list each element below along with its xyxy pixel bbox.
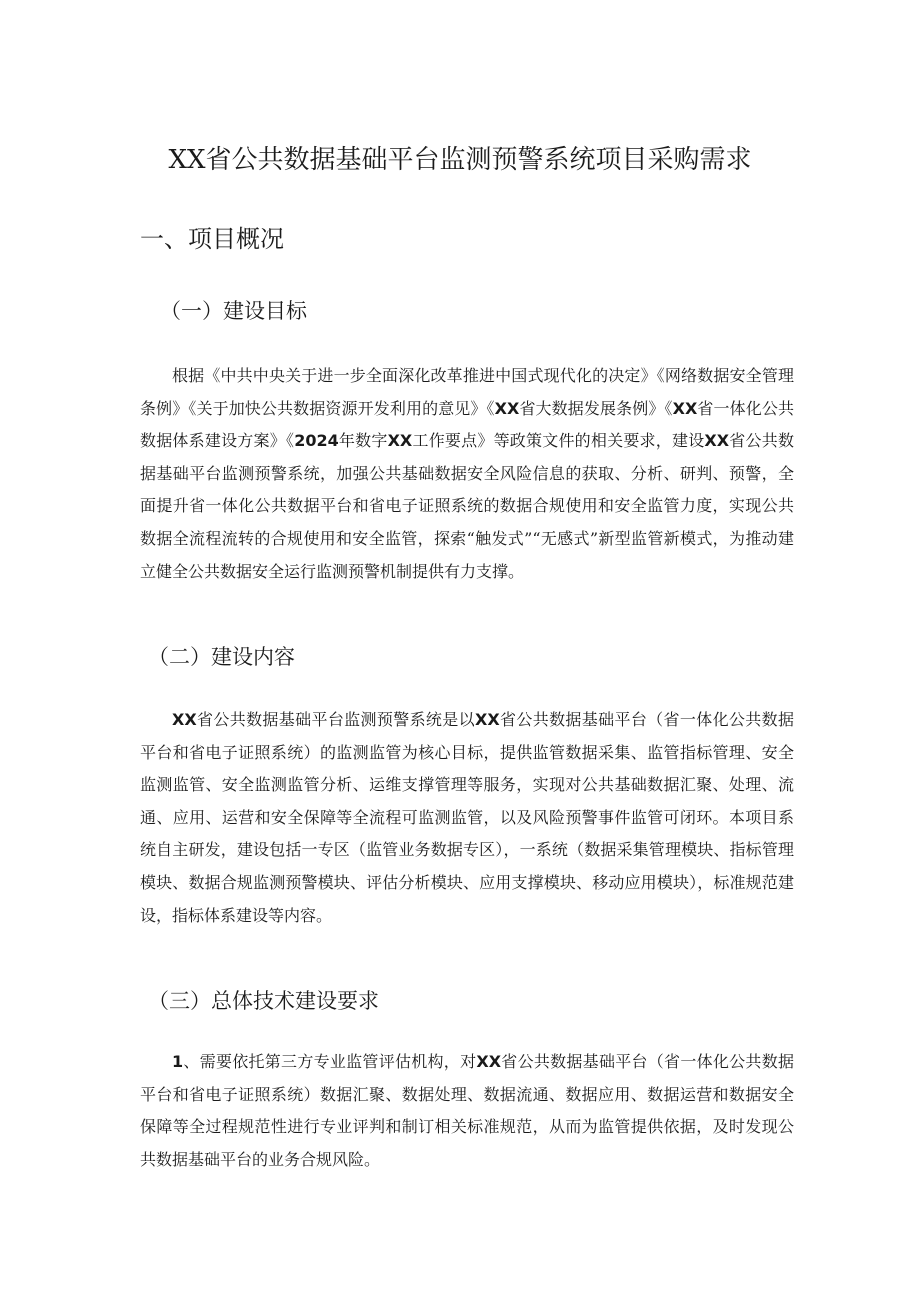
bold-token: XX xyxy=(387,431,413,451)
subsection-heading-technical-requirements: （三）总体技术建设要求 xyxy=(148,989,379,1013)
paragraph-construction-goals: 根据《中共中央关于进一步全面深化改革推进中国式现代化的决定》《网络数据安全管理条例》《关于加快公共数据资源开发利用的意见》《XX省大数据发展条例》《XX省一体化公共数据体系建设方案》《2024年数字XX工作要点》等政策文件的相关要求，建设XX省公共数据基础平台监测预警系统，加强公共基础数据安全风险信息的获取、分析、研判、预警，全面提升省一体化公共数据平台和省电子证照系统的数据合规使用和安全监管力度，实现公共数据全流程流转的合规使用和安全监管，探索“触发式”“无感式”新型监管新模式，为推动建立健全公共数据安全运行监测预警机制提供有力支撑。 xyxy=(140,366,794,581)
paragraph-technical-requirement-1: 1、需要依托第三方专业监管评估机构，对XX省公共数据基础平台（省一体化公共数据平台和省电子证照系统）数据汇聚、数据处理、数据流通、数据应用、数据运营和数据安全保障等全过程规范性进行专业评判和制订相关标准规范，从而为监管提供依据，及时发现公共数据基础平台的业务合规风险。 xyxy=(140,1052,794,1169)
subsection-heading-construction-content: （二）建设内容 xyxy=(148,645,295,669)
bold-token: XX xyxy=(704,431,730,451)
paragraph-construction-content: XX省公共数据基础平台监测预警系统是以XX省公共数据基础平台（省一体化公共数据平台和省电子证照系统）的监测监管为核心目标，提供监管数据采集、监管指标管理、安全监测监管、安全监测监管分析、运维支撑管理等服务，实现对公共基础数据汇聚、处理、流通、应用、运营和安全保障等全流程可监测监管，以及风险预警事件监管可闭环。本项目系统自主研发，建设包括一专区（监管业务数据专区），一系统（数据采集管理模块、指标管理模块、数据合规监测预警模块、评估分析模块、应用支撑模块、移动应用模块），标准规范建设，指标体系建设等内容。 xyxy=(140,710,794,925)
bold-token: XX xyxy=(672,398,698,418)
bold-token: XX xyxy=(172,710,197,729)
bold-token: XX xyxy=(476,1052,502,1071)
section-heading-project-overview: 一、项目概况 xyxy=(140,225,284,253)
bold-token: 2024 xyxy=(294,431,339,451)
subsection-heading-construction-goals: （一）建设目标 xyxy=(160,299,307,323)
document-title: XX省公共数据基础平台监测预警系统项目采购需求 xyxy=(168,145,752,175)
bold-token: XX xyxy=(475,710,500,729)
bold-token: 1 xyxy=(172,1052,184,1071)
bold-token: XX xyxy=(494,398,520,418)
